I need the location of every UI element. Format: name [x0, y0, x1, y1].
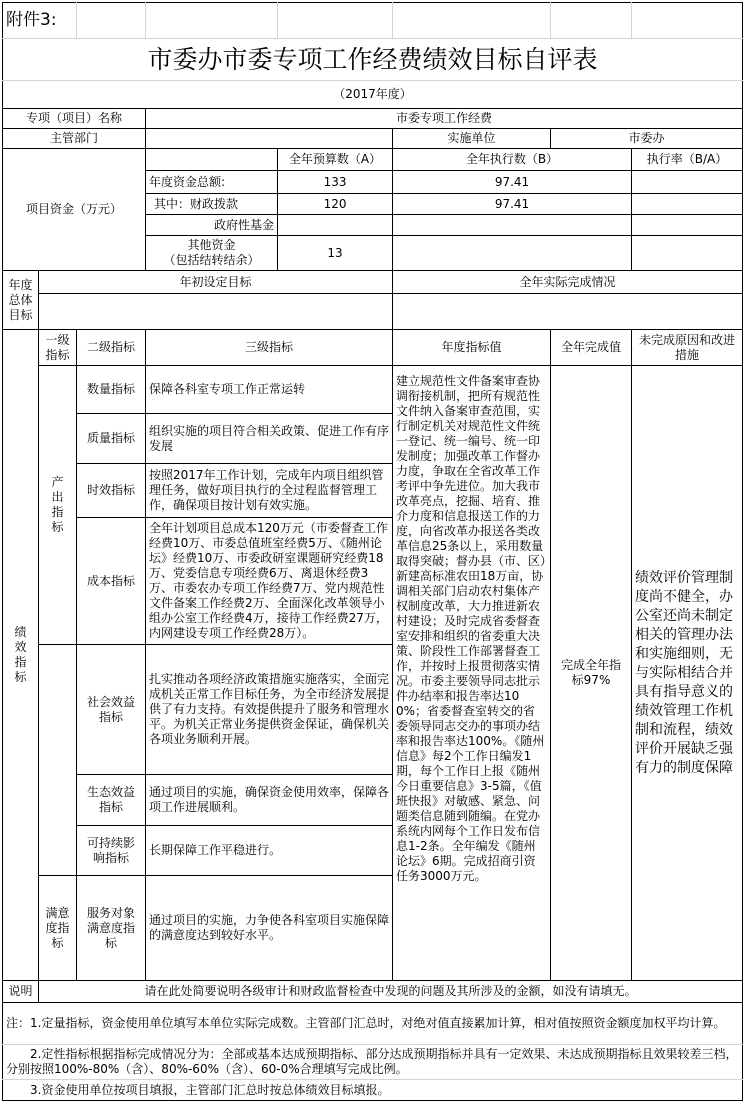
fund-row-budget: 120 [278, 194, 393, 215]
level3-cell: 长期保障工作平稳进行。 [146, 826, 393, 876]
fund-row-exec [393, 215, 632, 236]
level2-cell: 质量指标 [77, 414, 146, 464]
dept-value [146, 129, 393, 149]
page-title: 市委办市委专项工作经费绩效目标自评表 [3, 39, 743, 81]
evaluation-table [2, 2, 743, 1101]
level3-cell: 按照2017年工作计划，完成年内项目组织管理任务，做好项目执行的全过程监督管理工作，确保项目按计划有效实施。 [146, 464, 393, 518]
col-level1: 一级指标 [39, 330, 77, 366]
goal-actual-label: 全年实际完成情况 [393, 271, 743, 294]
col-completion: 全年完成值 [551, 330, 632, 366]
goal-initial-label: 年初设定目标 [39, 271, 393, 294]
col-exec: 全年执行数（B） [393, 149, 632, 171]
fund-row-exec: 97.41 [393, 171, 632, 194]
goal-label: 年度总体目标 [3, 271, 39, 330]
fund-row-rate [632, 194, 743, 215]
col-rate: 执行率（B/A） [632, 149, 743, 171]
goal-initial [39, 294, 393, 330]
empty-cell [632, 3, 743, 39]
remark-text: 请在此处简要说明各级审计和财政监督检查中发现的问题及其所涉及的金额，如没有请填无。 [39, 981, 743, 1003]
dept-label: 主管部门 [3, 129, 146, 149]
level3-cell: 全年计划项目总成本120万元（市委督查工作经费10万、市委总值班室经费5万、《随州论坛》经费10万、市委政研室课题研究经费18万、党委信息专项经费6万、离退休经费3万、市委农办专项工作经费7万、党内规范性文件备案工作经费2万、全面深化改革领导小组办公室工作经费4万，接待工作经费27万，内网建设专项工作经费28万）。 [146, 518, 393, 645]
annual-value-text: 建立规范性文件备案审查协调衔接机制，把所有规范性文件纳入备案审查范围，实行制定机关对规范性文件统一登记、统一编号、统一印发制度；加强改革工作督办力度，争取在全省改革工作考评中争先进位。加大我市改革亮点，挖掘、培育、推介力度和信息报送工作的力度，向省改革办报送各类改革信息25条以上，采用数量取得突破；督办县（市、区）新建高标准农田18万亩，协调相关部门启动农村集体产权制度改革，大力推进新农村建设；及时完成省委督查室安排和组织的省委重大决策、阶段性工作部署督查工作，并按时上报贯彻落实情况。市委主要领导同志批示件办结率和报告率达100%；省委督查室转交的省委领导同志交办的事项办结率和报告率达100%。《随州信息》每2个工作日编发1期，每个工作日上报《随州今日重要信息》3-5篇，《值班快报》对敏感、紧急、问题类信息随到随编。在党办系统内网每个工作日发布信息1-2条。全年编发《随州论坛》6期。完成招商引资任务3000万元。 [393, 366, 551, 981]
col-reason: 未完成原因和改进措施 [632, 330, 743, 366]
level3-cell: 保障各科室专项工作正常运转 [146, 366, 393, 414]
empty-cell [77, 3, 146, 39]
perf-label: 绩效指标 [3, 330, 39, 981]
col-level3: 三级指标 [146, 330, 393, 366]
fund-row-budget: 133 [278, 171, 393, 194]
completion-value: 完成全年指标97% [551, 366, 632, 981]
fund-row-name: 其他资金 （包括结转结余） [146, 236, 278, 271]
year-subtitle: （2017年度） [3, 81, 743, 109]
fund-row-exec: 97.41 [393, 194, 632, 215]
project-name: 市委专项工作经费 [146, 109, 743, 129]
level3-cell: 扎实推动各项经济政策措施实施落实，全面完成机关正常工作目标任务，为全市经济发展提供了有力支持。有效提供提升了服务和管理水平。为机关正常业务提供资金保证，确保机关各项业务顺利开展。 [146, 645, 393, 775]
funds-label: 项目资金（万元） [3, 149, 146, 271]
remark-label: 说明 [3, 981, 39, 1003]
impl-label: 实施单位 [393, 129, 551, 149]
empty-cell [393, 3, 551, 39]
level3-cell: 通过项目的实施，力争使各科室项目实施保障的满意度达到较好水平。 [146, 876, 393, 981]
goal-actual [393, 294, 743, 330]
fund-row-rate [632, 215, 743, 236]
level2-cell: 服务对象满意度指标 [77, 876, 146, 981]
impl-value: 市委办 [551, 129, 743, 149]
attachment-label: 附件3: [3, 3, 77, 39]
level2-cell: 时效指标 [77, 464, 146, 518]
level2-cell: 社会效益指标 [77, 645, 146, 775]
level2-cell: 生态效益指标 [77, 775, 146, 826]
fund-row-rate [632, 236, 743, 271]
note-3: 3.资金使用单位按项目填报，主管部门汇总时按总体绩效目标填报。 [3, 1080, 743, 1101]
project-name-label: 专项（项目）名称 [3, 109, 146, 129]
fund-row-name: 其中：财政拨款 [146, 194, 278, 215]
level1-output: 产出指标 [39, 366, 77, 645]
level3-cell: 组织实施的项目符合相关政策、促进工作有序发展 [146, 414, 393, 464]
note-1: 注：1.定量指标，资金使用单位填写本单位实际完成数。主管部门汇总时，对绝对值直接累加计算，相对值按照资金额度加权平均计算。 [3, 1003, 743, 1045]
empty-cell [278, 3, 393, 39]
fund-row-budget [278, 215, 393, 236]
fund-row-rate [632, 171, 743, 194]
fund-row-name: 政府性基金 [146, 215, 278, 236]
level2-cell: 可持续影响指标 [77, 826, 146, 876]
fund-row-budget: 13 [278, 236, 393, 271]
level1-satisfaction: 满意度指标 [39, 876, 77, 981]
level2-cell: 数量指标 [77, 366, 146, 414]
empty-cell [551, 3, 632, 39]
empty-cell [146, 149, 278, 171]
fund-row-name: 年度资金总额: [146, 171, 278, 194]
level2-cell: 成本指标 [77, 518, 146, 645]
col-budget: 全年预算数（A） [278, 149, 393, 171]
note-2: 2.定性指标根据指标完成情况分为：全部或基本达成预期指标、部分达成预期指标并具有一定效果、未达成预期指标且效果较差三档，分别按照100%-80%（含）、80%-60%（含）、60-0%合理填写完成比例。 [3, 1045, 743, 1080]
col-annual-value: 年度指标值 [393, 330, 551, 366]
fund-row-exec [393, 236, 632, 271]
level3-cell: 通过项目的实施，确保资金使用效率，保障各项工作进展顺利。 [146, 775, 393, 826]
empty-cell [146, 3, 278, 39]
col-level2: 二级指标 [77, 330, 146, 366]
level1-benefit [39, 645, 77, 876]
reason-text: 绩效评价管理制度尚不健全，办公室还尚未制定相关的管理办法和实施细则，无与实际相结合并具有指导意义的绩效管理工作机制和流程，绩效评价开展缺乏强有力的制度保障 [632, 366, 743, 981]
